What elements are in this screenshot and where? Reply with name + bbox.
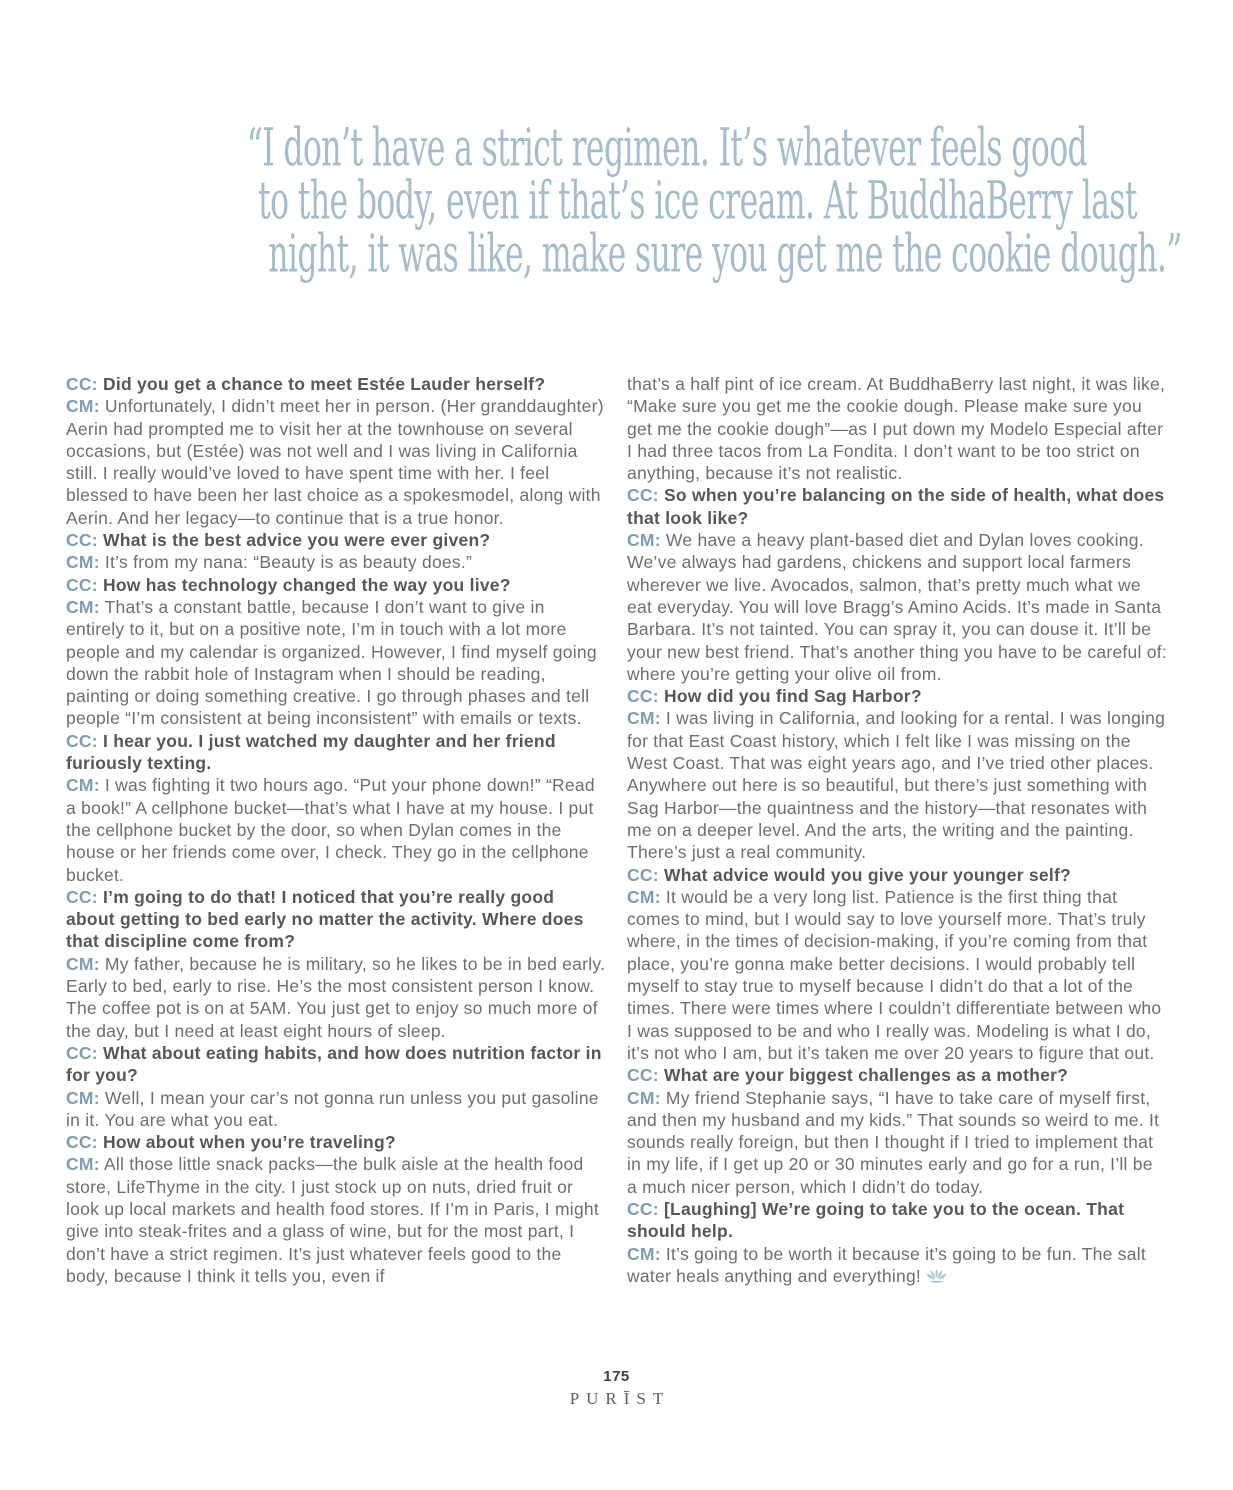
speaker-label: CM: [627,708,661,729]
question-text: How has technology changed the way you live? [102,574,511,595]
page-number: 175 [603,1368,630,1385]
speaker-label: CM: [66,396,100,417]
answer-text: I was living in California, and looking for a rental. I was longing for that East Coast history, which I felt like I was missing on the West Coast. That was eight years ago, and I’ve tried other places. Anywhere out here is so beautiful, but there’s just something with Sag Harbor—the quaintness and the history—that resonates with me on a deeper level. And the arts, the writing and the painting. There’s just a real community. [627,708,1166,863]
speaker-label: CM: [66,953,100,974]
interviewer-question [66,730,606,775]
lotus-icon [926,1269,947,1284]
magazine-logo: PURĪST [569,1389,671,1408]
lotus-icon-wrap [921,1266,947,1286]
speaker-label: CC: [627,686,659,707]
interviewee-answer [66,953,606,1042]
question-text: I hear you. I just watched my daughter and her friend furiously texting. [66,730,556,774]
pull-quote-line-text: “I don’t have a strict regimen. It’s whatever feels good [246,117,1088,179]
speaker-label: CC: [66,530,98,551]
interviewer-question [627,864,1167,886]
interviewer-question [66,529,606,551]
interviewee-answer [66,551,606,573]
interviewee-answer [627,1087,1167,1198]
question-text: Did you get a chance to meet Estée Lauder herself? [102,374,546,394]
speaker-label: CM: [66,1087,100,1108]
interviewer-question [627,1064,1167,1086]
interviewer-question [627,1198,1167,1243]
interviewee-answer [66,774,606,885]
interviewer-question [66,1131,606,1153]
speaker-label: CM: [627,530,661,551]
question-text: How about when you’re traveling? [102,1132,396,1153]
interviewee-answer [627,373,1167,484]
interviewer-question [66,1042,606,1087]
interviewee-answer [66,596,606,730]
pull-quote-line [0,223,1233,285]
speaker-label: CM: [66,775,100,796]
interviewee-answer [627,1243,1167,1288]
interview-column-right [627,373,1167,1287]
question-text: What about eating habits, and how does nutrition factor in for you? [66,1042,602,1086]
speaker-label: CM: [66,552,100,573]
interviewer-question [627,484,1167,529]
question-text: So when you’re balancing on the side of health, what does that look like? [627,485,1165,528]
answer-text: It’s going to be worth it because it’s going to be fun. The salt water heals anything and everything! [627,1243,1146,1286]
page-footer [0,1368,1233,1409]
question-text: [Laughing] We’re going to take you to the ocean. That should help. [627,1198,1125,1242]
question-text: What advice would you give your younger self? [663,864,1071,885]
interview-column-left [66,373,606,1287]
answer-text: My father, because he is military, so he likes to be in bed early. Early to bed, early to rise. He’s the most consistent person I know. The coffee pot is on at 5AM. You just get to enjoy so much more of the day, but I need at least eight hours of sleep. [66,953,606,1041]
speaker-label: CM: [66,1154,100,1175]
answer-text: All those little snack packs—the bulk aisle at the health food store, LifeThyme in the city. I just stock up on nuts, dried fruit or look up local markets and health food stores. If I’m in Paris, I might give into steak-frites and a glass of wine, but for the most part, I don’t have a strict regimen. It’s just whatever feels good to the body, because I think it tells you, even if [66,1154,600,1286]
speaker-label: CC: [627,864,659,885]
speaker-label: CC: [66,374,98,394]
pull-quote-line [0,170,1233,232]
pull-quote [0,0,1233,285]
interviewer-question [66,886,606,953]
answer-text: Well, I mean your car’s not gonna run unless you put gasoline in it. You are what you eat. [66,1087,599,1130]
speaker-label: CM: [66,596,100,617]
speaker-label: CM: [627,1243,661,1264]
interviewee-answer [66,395,606,529]
question-text: What are your biggest challenges as a mother? [663,1065,1069,1086]
interviewer-question [66,373,606,395]
question-text: I’m going to do that! I noticed that you’re really good about getting to bed early no matter the activity. Where does that discipline come from? [66,886,584,952]
speaker-label: CC: [627,485,659,506]
speaker-label: CC: [66,730,98,751]
speaker-label: CC: [66,886,98,907]
answer-text: That’s a constant battle, because I don’t want to give in entirely to it, but on a positive note, I’m in touch with a lot more people and my calendar is organized. However, I find myself going down the rabbit hole of Instagram when I should be reading, painting or doing something creative. I go through phases and tell people “I’m consistent at being inconsistent” with emails or texts. [66,596,597,729]
answer-text: It’s from my nana: “Beauty is as beauty does.” [104,552,473,573]
answer-text: My friend Stephanie says, “I have to take care of myself first, and then my husband and my kids.” That sounds so weird to me. It sounds really foreign, but then I thought if I tried to implement that in my life, if I get up 20 or 30 minutes early and go for a run, I’ll be a much nicer person, which I didn’t do today. [627,1087,1160,1197]
interviewer-question [627,685,1167,707]
question-text: What is the best advice you were ever given? [102,530,491,551]
speaker-label: CC: [627,1198,659,1219]
speaker-label: CM: [627,886,661,907]
speaker-label: CC: [627,1065,659,1086]
answer-text: Unfortunately, I didn’t meet her in person. (Her granddaughter) Aerin had prompted me to visit her at the townhouse on several occasions, but (Estée) was not well and I was living in California still. I really would’ve loved to have spent time with her. I feel blessed to have been her last choice as a spokesmodel, along with Aerin. And her legacy—to continue that is a true honor. [66,396,604,528]
interview-body [0,373,1233,1287]
interviewee-answer [627,707,1167,863]
speaker-label: CC: [66,1042,98,1063]
interviewee-answer [627,886,1167,1064]
speaker-label: CC: [66,574,98,595]
interviewee-answer [627,529,1167,685]
pull-quote-line-text: to the body, even if that’s ice cream. At BuddhaBerry last [258,170,1137,232]
speaker-label: CM: [627,1087,661,1108]
answer-text: I was fighting it two hours ago. “Put your phone down!” “Read a book!” A cellphone bucket—that’s what I have at my house. I put the cellphone bucket by the door, so when Dylan comes in the house or her friends come over, I check. They go in the cellphone bucket. [66,775,595,885]
answer-text: It would be a very long list. Patience is the first thing that comes to mind, but I would say to love yourself more. That’s truly where, in the times of decision-making, if you’re coming from that place, you’re gonna make better decisions. I would probably tell myself to stay true to myself because I didn’t do that a lot of the times. There were times where I couldn’t differentiate between who I was supposed to be and who I really was. Modeling is what I do, it’s not who I am, but it’s taken me over 20 years to figure that out. [627,886,1162,1063]
pull-quote-line [0,117,1233,179]
pull-quote-line-text: night, it was like, make sure you get me the cookie dough.” [268,223,1182,285]
answer-text: that’s a half pint of ice cream. At BuddhaBerry last night, it was like, “Make sure you get me the cookie dough. Please make sure you get me the cookie dough”—as I put down my Modelo Especial after I had three tacos from La Fondita. I don’t want to be too strict on anything, because it’s not realistic. [627,374,1166,484]
interviewer-question [66,574,606,596]
interviewee-answer [66,1087,606,1132]
answer-text: We have a heavy plant-based diet and Dylan loves cooking. We’ve always had gardens, chickens and support local farmers wherever we live. Avocados, salmon, that’s pretty much what we eat everyday. You will love Bragg’s Amino Acids. It’s made in Santa Barbara. It’s not tainted. You can spray it, you can douse it. It’ll be your new best friend. That’s another thing you have to be careful of: where you’re getting your olive oil from. [627,530,1167,684]
question-text: How did you find Sag Harbor? [663,686,922,707]
interviewee-answer [66,1153,606,1287]
speaker-label: CC: [66,1132,98,1153]
